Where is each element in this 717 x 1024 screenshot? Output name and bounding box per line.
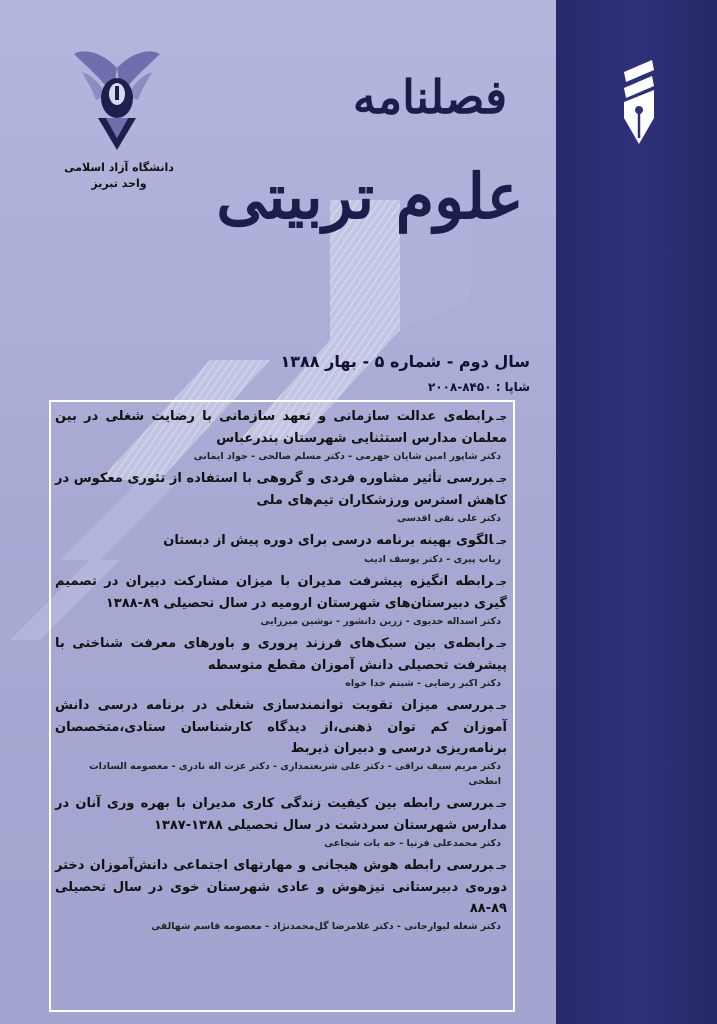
- university-emblem-icon: [72, 42, 162, 154]
- article-title: بررسی رابطه هوش هیجانی و مهارتهای اجتماعی دانش‌آموزان دختر دوره‌ی دبیرستانی تیزهوش و عادی شهرستان خوی در سال تحصیلی ۸۹-۸۸: [55, 858, 507, 916]
- bullet-mark: جـ: [496, 577, 507, 588]
- journal-title-line2: علوم تربیتی: [216, 160, 524, 233]
- article-title: الگوی بهینه برنامه درسی برای دوره پیش از دبستان: [163, 533, 494, 548]
- article-authors: دکتر علی نقی اقدسی: [396, 513, 501, 524]
- bullet-mark: جـ: [496, 412, 507, 423]
- article-title: رابطه‌ی بین سبک‌های فرزند پروری و باورهای معرفت شناختی با پیشرفت تحصیلی دانش آموزان مقطع متوسطه: [55, 636, 507, 673]
- issn-info: شاپا : ۸۴۵۰-۲۰۰۸: [427, 380, 530, 394]
- bullet-mark: جـ: [496, 701, 507, 712]
- article-authors: دکتر محمدعلی فرنیا - خه بات شجاعی: [324, 838, 501, 849]
- cover-spine: [556, 0, 717, 1024]
- article-title: رابطه انگیزه پیشرفت مدیران با میزان مشارکت دبیران در تصمیم گیری دبیرستان‌های شهرستان ارومیه در سال تحصیلی ۸۹-۱۳۸۸: [55, 574, 507, 611]
- article-title: بررسی تأثیر مشاوره فردی و گروهی با استفاده از تئوری معکوس در کاهش استرس ورزشکاران تیم‌های ملی: [55, 471, 507, 508]
- journal-title-line1: فصلنامه: [352, 70, 508, 124]
- bullet-mark: جـ: [496, 639, 507, 650]
- article-title: بررسی میزان تقویت توانمندسازی شغلی در برنامه درسی دانش آموزان کم توان ذهنی،از دیدگاه کارشناسان ستادی،متخصصان برنامه‌ریزی درسی و دبیران ذیربط: [55, 698, 507, 756]
- bullet-mark: جـ: [496, 536, 507, 547]
- article-authors: دکتر شاپور امین شایان جهرمی - دکتر مسلم صالحی - جواد ایمانی: [193, 451, 501, 462]
- toc-article: [55, 855, 507, 934]
- bullet-mark: جـ: [496, 474, 507, 485]
- article-title: بررسی رابطه بین کیفیت زندگی کاری مدیران با بهره وری آنان در مدارس شهرستان سردشت در سال تحصیلی ۱۳۸۸-۱۳۸۷: [55, 796, 507, 833]
- article-authors: رباب پیری - دکتر یوسف ادیب: [364, 554, 501, 565]
- university-branch-text: واحد تبریز: [91, 177, 147, 190]
- toc-article: [55, 571, 507, 629]
- article-authors: دکتر اکبر رضایی - شبنم خدا خواه: [345, 678, 501, 689]
- toc-article: [55, 695, 507, 789]
- toc-article: [55, 468, 507, 526]
- table-of-contents: [49, 400, 515, 1012]
- pen-nib-icon: [616, 58, 662, 146]
- toc-article: [55, 793, 507, 851]
- university-name-text: دانشگاه آزاد اسلامی: [64, 161, 174, 174]
- toc-article: [55, 406, 507, 464]
- article-authors: دکتر اسداله خدیوی - زرین دانشور - نوشین میرزایی: [260, 616, 501, 627]
- bullet-mark: جـ: [496, 799, 507, 810]
- issue-info: سال دوم - شماره ۵ - بهار ۱۳۸۸: [280, 352, 530, 371]
- bullet-mark: جـ: [496, 861, 507, 872]
- article-title: رابطه‌ی عدالت سازمانی و تعهد سازمانی با رضایت شغلی در بین معلمان مدارس استثنایی شهرستان بندرعباس: [55, 409, 507, 446]
- university-name: [44, 160, 194, 192]
- article-authors: دکتر مریم سیف نراقی - دکتر علی شریعتمداری - دکتر عزت اله نادری - معصومه السادات ابطحی: [89, 761, 501, 787]
- article-authors: دکتر شعله لیوارجانی - دکتر غلامرضا گل‌محمدنژاد - معصومه قاسم شهالقی: [151, 921, 501, 932]
- toc-article: [55, 530, 507, 567]
- toc-article: [55, 633, 507, 691]
